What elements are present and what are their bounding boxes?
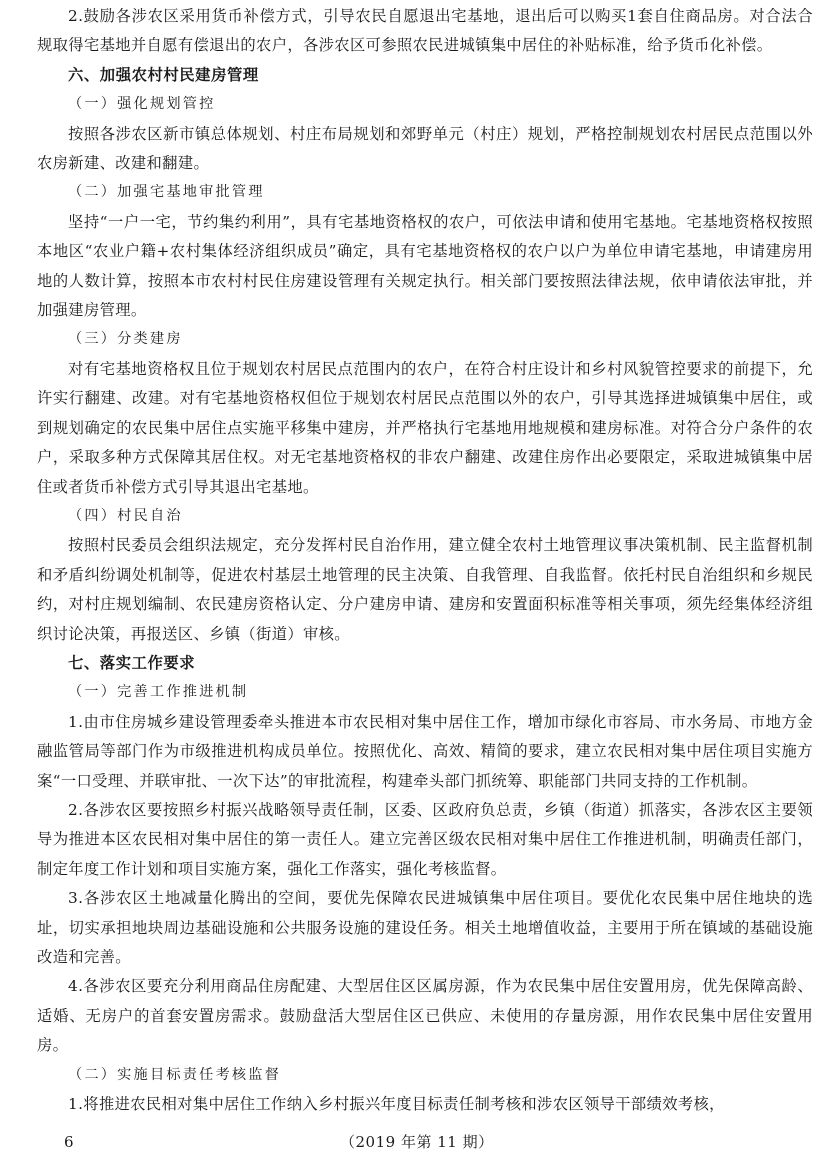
subsection-heading: （三）分类建房	[68, 331, 183, 348]
paragraph: 1.由市住房城乡建设管理委牵头推进本市农民相对集中居住工作，增加市绿化市容局、市水务局、市地方金融监管局等部门作为市级推进机构成员单位。按照优化、高效、精简的要求，建立农民相对集中居住项目实施方案“一口受理、并联审批、一次下达”的审批流程，构建牵头部门抓统筹、职能部门共同支持的工作机制。	[37, 712, 813, 790]
section-heading: 七、落实工作要求	[68, 653, 196, 672]
paragraph: 2.各涉农区要按照乡村振兴战略领导责任制，区委、区政府负总责，乡镇（街道）抓落实，各涉农区主要领导为推进本区农民相对集中居住的第一责任人。建立完善区级农民相对集中居住工作推进机制，明确责任部门，制定年度工作计划和项目实施方案，强化工作落实，强化考核监督。	[37, 800, 813, 878]
section-heading: 六、加强农村村民建房管理	[68, 65, 259, 84]
paragraph: 对有宅基地资格权且位于规划农村居民点范围内的农户，在符合村庄设计和乡村风貌管控要求的前提下，允许实行翻建、改建。对有宅基地资格权但位于规划农村居民点范围以外的农户，引导其选择进城镇集中居住，或到规划确定的农民集中居住点实施平移集中建房，并严格执行宅基地用地规模和建房标准。对符合分户条件的农户，采取多种方式保障其居住权。对无宅基地资格权的非农户翻建、改建住房作出必要限定，采取进城镇集中居住或者货币补偿方式引导其退出宅基地。	[37, 359, 813, 496]
paragraph: 3.各涉农区土地减量化腾出的空间，要优先保障农民进城镇集中居住项目。要优化农民集中居住地块的选址，切实承担地块周边基础设施和公共服务设施的建设任务。相关土地增值收益，主要用于所在镇域的基础设施改造和完善。	[37, 889, 813, 966]
paragraph: 4.各涉农区要充分利用商品住房配建、大型居住区区属房源，作为农民集中居住安置用房，优先保障高龄、适婚、无房户的首套安置房需求。鼓励盘活大型居住区已供应、未使用的存量房源，用作农民集中居住安置用房。	[37, 977, 813, 1055]
subsection-heading: （一）完善工作推进机制	[68, 684, 249, 701]
paragraph: 按照各涉农区新市镇总体规划、村庄布局规划和郊野单元（村庄）规划，严格控制规划农村居民点范围以外农房新建、改建和翻建。	[37, 124, 813, 173]
subsection-heading: （四）村民自治	[68, 507, 183, 524]
document-body	[37, 2, 813, 1119]
paragraph: 坚持“一户一宅，节约集约利用”，具有宅基地资格权的农户，可依法申请和使用宅基地。宅基地资格权按照本地区“农业户籍+农村集体经济组织成员”确定，具有宅基地资格权的农户以户为单位申请宅基地，申请建房用地的人数计算，按照本市农村村民住房建设管理有关规定执行。相关部门要按照法律法规，依申请依法审批，并加强建房管理。	[37, 212, 813, 320]
subsection-heading: （一）强化规划管控	[68, 96, 216, 113]
page-footer	[0, 1130, 827, 1154]
subsection-heading: （二）实施目标责任考核监督	[68, 1066, 282, 1083]
page-number: 6	[64, 1133, 74, 1151]
paragraph: 1.将推进农民相对集中居住工作纳入乡村振兴年度目标责任制考核和涉农区领导干部绩效考核，	[68, 1095, 725, 1114]
paragraph: 2.鼓励各涉农区采用货币补偿方式，引导农民自愿退出宅基地，退出后可以购买1套自住商品房。对合法合规取得宅基地并自愿有偿退出的农户，各涉农区可参照农民进城镇集中居住的补贴标准，给予货币化补偿。	[37, 7, 813, 55]
subsection-heading: （二）加强宅基地审批管理	[68, 184, 265, 201]
issue-label: （2019 年第 11 期）	[340, 1133, 494, 1151]
paragraph: 按照村民委员会组织法规定，充分发挥村民自治作用，建立健全农村土地管理议事决策机制、民主监督机制和矛盾纠纷调处机制等，促进农村基层土地管理的民主决策、自我管理、自我监督。依托村民自治组织和乡规民约，对村庄规划编制、农民建房资格认定、分户建房申请、建房和安置面积标准等相关事项，须先经集体经济组织讨论决策，再报送区、乡镇（街道）审核。	[37, 536, 813, 643]
